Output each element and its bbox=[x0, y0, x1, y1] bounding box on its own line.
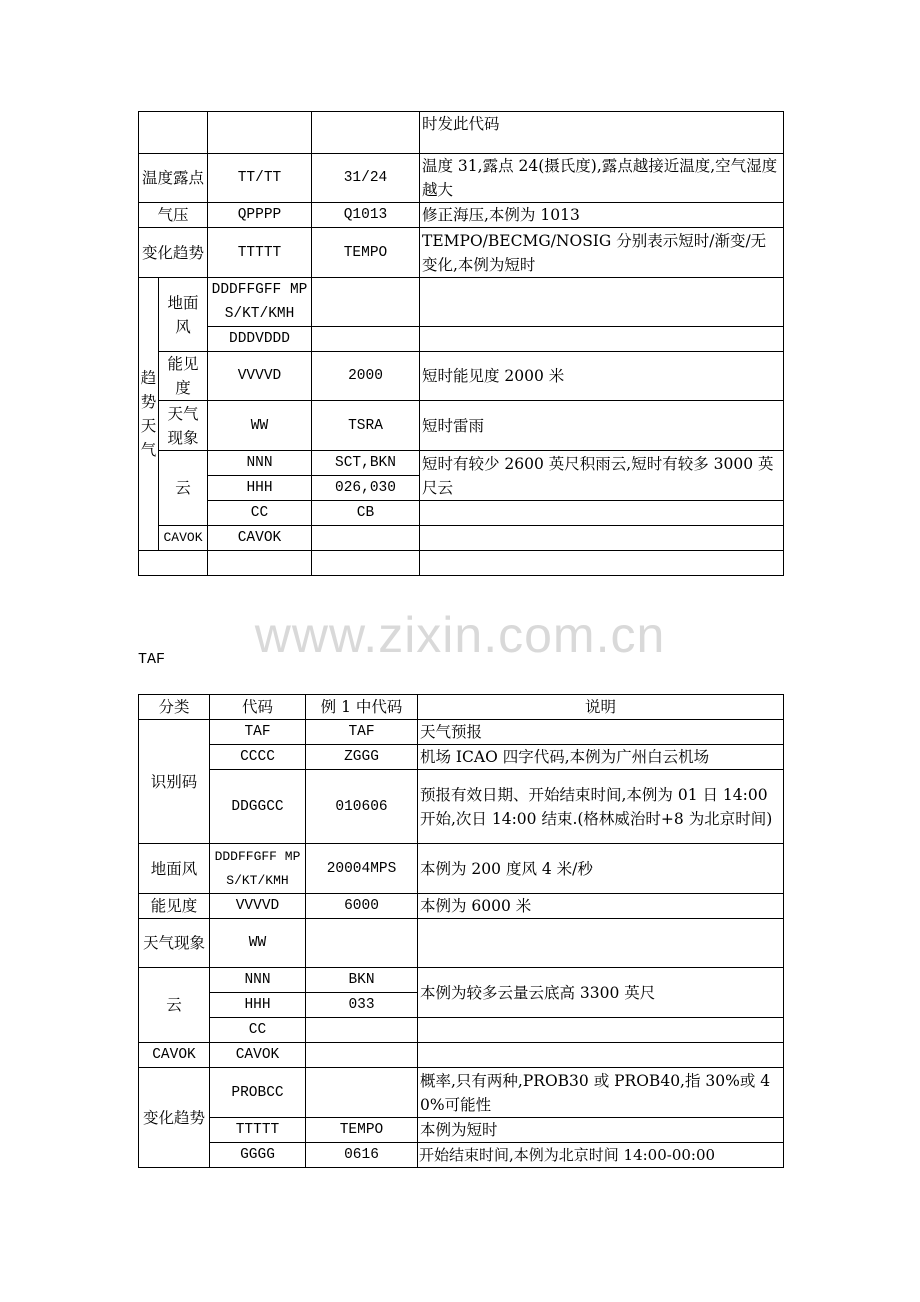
taf-table bbox=[138, 694, 784, 1168]
table-row bbox=[139, 401, 784, 451]
example-cell: 6000 bbox=[306, 894, 418, 919]
table-row bbox=[139, 451, 784, 476]
table-row bbox=[139, 1118, 784, 1143]
code-cell: CAVOK bbox=[210, 1043, 306, 1068]
description-cell: 本例为较多云量云底高 3300 英尺 bbox=[418, 968, 784, 1018]
category-cell: 变化趋势 bbox=[139, 1068, 210, 1168]
description-cell: 天气预报 bbox=[418, 720, 784, 745]
description-cell: 预报有效日期、开始结束时间,本例为 01 日 14:00 开始,次日 14:00 结束.(格林威治时+8 为北京时间) bbox=[418, 770, 784, 844]
code-cell: HHH bbox=[208, 476, 312, 501]
category-cell: 天气现象 bbox=[139, 919, 210, 968]
table-row bbox=[139, 154, 784, 203]
column-header: 代码 bbox=[210, 695, 306, 720]
metar-trend-table bbox=[138, 111, 784, 576]
example-cell: SCT,BKN bbox=[312, 451, 420, 476]
code-cell: NNN bbox=[210, 968, 306, 993]
category-cell: CAVOK bbox=[159, 526, 208, 551]
code-cell: CC bbox=[210, 1018, 306, 1043]
description-cell: 本例为 6000 米 bbox=[418, 894, 784, 919]
table-row bbox=[139, 1043, 784, 1068]
description-cell: 修正海压,本例为 1013 bbox=[420, 203, 784, 228]
code-cell: CAVOK bbox=[208, 526, 312, 551]
example-cell: TEMPO bbox=[306, 1118, 418, 1143]
category-cell: 天气现象 bbox=[159, 401, 208, 451]
watermark: www.zixin.com.cn bbox=[254, 607, 666, 663]
example-cell: 0616 bbox=[306, 1143, 418, 1168]
table-row bbox=[139, 526, 784, 551]
code-cell: PROBCC bbox=[210, 1068, 306, 1118]
table-row bbox=[139, 352, 784, 401]
description-cell: 概率,只有两种,PROB30 或 PROB40,指 30%或 40%可能性 bbox=[418, 1068, 784, 1118]
example-cell: 026,030 bbox=[312, 476, 420, 501]
table-row bbox=[139, 770, 784, 844]
category-cell: 地面风 bbox=[159, 278, 208, 352]
category-cell: 气压 bbox=[139, 203, 208, 228]
description-cell: 本例为短时 bbox=[418, 1118, 784, 1143]
section-title: TAF bbox=[138, 651, 166, 668]
table-row bbox=[139, 1068, 784, 1118]
column-header: 说明 bbox=[418, 695, 784, 720]
table-row bbox=[139, 894, 784, 919]
table-row bbox=[139, 1143, 784, 1168]
example-cell: ZGGG bbox=[306, 745, 418, 770]
table-row bbox=[139, 968, 784, 993]
table-row bbox=[139, 919, 784, 968]
description-cell: 温度 31,露点 24(摄氏度),露点越接近温度,空气湿度越大 bbox=[420, 154, 784, 203]
code-cell: VVVVD bbox=[208, 352, 312, 401]
code-cell: WW bbox=[208, 401, 312, 451]
example-cell: 31/24 bbox=[312, 154, 420, 203]
code-cell: NNN bbox=[208, 451, 312, 476]
code-cell: TTTTT bbox=[208, 228, 312, 278]
column-header: 例 1 中代码 bbox=[306, 695, 418, 720]
description-cell: 短时能见度 2000 米 bbox=[420, 352, 784, 401]
description-cell: 本例为 200 度风 4 米/秒 bbox=[418, 844, 784, 894]
category-cell: 地面风 bbox=[139, 844, 210, 894]
example-cell: BKN bbox=[306, 968, 418, 993]
code-cell: WW bbox=[210, 919, 306, 968]
description-cell: TEMPO/BECMG/NOSIG 分别表示短时/渐变/无变化,本例为短时 bbox=[420, 228, 784, 278]
code-cell: TAF bbox=[210, 720, 306, 745]
category-cell: 能见度 bbox=[139, 894, 210, 919]
code-cell: QPPPP bbox=[208, 203, 312, 228]
description-cell: 短时雷雨 bbox=[420, 401, 784, 451]
code-cell: CCCC bbox=[210, 745, 306, 770]
code-cell: GGGG bbox=[210, 1143, 306, 1168]
code-cell: DDGGCC bbox=[210, 770, 306, 844]
code-cell: TTTTT bbox=[210, 1118, 306, 1143]
category-cell: 识别码 bbox=[139, 720, 210, 844]
table-row bbox=[139, 844, 784, 894]
category-cell: 能见度 bbox=[159, 352, 208, 401]
example-cell: TEMPO bbox=[312, 228, 420, 278]
code-cell: DDDFFGFF MPS/KT/KMH bbox=[210, 844, 306, 894]
description-cell: 短时有较少 2600 英尺积雨云,短时有较多 3000 英尺云 bbox=[420, 451, 784, 501]
code-cell: HHH bbox=[210, 993, 306, 1018]
description-cell: 时发此代码 bbox=[420, 112, 784, 154]
table-header-row bbox=[139, 695, 784, 720]
table-row bbox=[139, 551, 784, 576]
table-row bbox=[139, 327, 784, 352]
example-cell: Q1013 bbox=[312, 203, 420, 228]
column-header: 分类 bbox=[139, 695, 210, 720]
table-row bbox=[139, 1018, 784, 1043]
category-cell: 云 bbox=[139, 968, 210, 1043]
category-cell: 温度露点 bbox=[139, 154, 208, 203]
description-cell: 机场 ICAO 四字代码,本例为广州白云机场 bbox=[418, 745, 784, 770]
example-cell: 2000 bbox=[312, 352, 420, 401]
example-cell bbox=[306, 1068, 418, 1118]
category-cell: 云 bbox=[159, 451, 208, 526]
code-cell: CC bbox=[208, 501, 312, 526]
table-row bbox=[139, 745, 784, 770]
code-cell: DDDVDDD bbox=[208, 327, 312, 352]
table-row bbox=[139, 112, 784, 154]
code-cell: TT/TT bbox=[208, 154, 312, 203]
table-row bbox=[139, 720, 784, 745]
category-cell: 变化趋势 bbox=[139, 228, 208, 278]
example-cell: CB bbox=[312, 501, 420, 526]
category-cell: CAVOK bbox=[139, 1043, 210, 1068]
description-cell: 开始结束时间,本例为北京时间 14:00-00:00 bbox=[418, 1143, 784, 1168]
example-cell: 20004MPS bbox=[306, 844, 418, 894]
trend-weather-label: 趋势天气 bbox=[139, 278, 159, 551]
example-cell: TSRA bbox=[312, 401, 420, 451]
table-row bbox=[139, 501, 784, 526]
example-cell: 010606 bbox=[306, 770, 418, 844]
example-cell: 033 bbox=[306, 993, 418, 1018]
table-row bbox=[139, 228, 784, 278]
table-row bbox=[139, 278, 784, 327]
code-cell: DDDFFGFF MPS/KT/KMH bbox=[208, 278, 312, 327]
table-row bbox=[139, 203, 784, 228]
code-cell: VVVVD bbox=[210, 894, 306, 919]
example-cell: TAF bbox=[306, 720, 418, 745]
